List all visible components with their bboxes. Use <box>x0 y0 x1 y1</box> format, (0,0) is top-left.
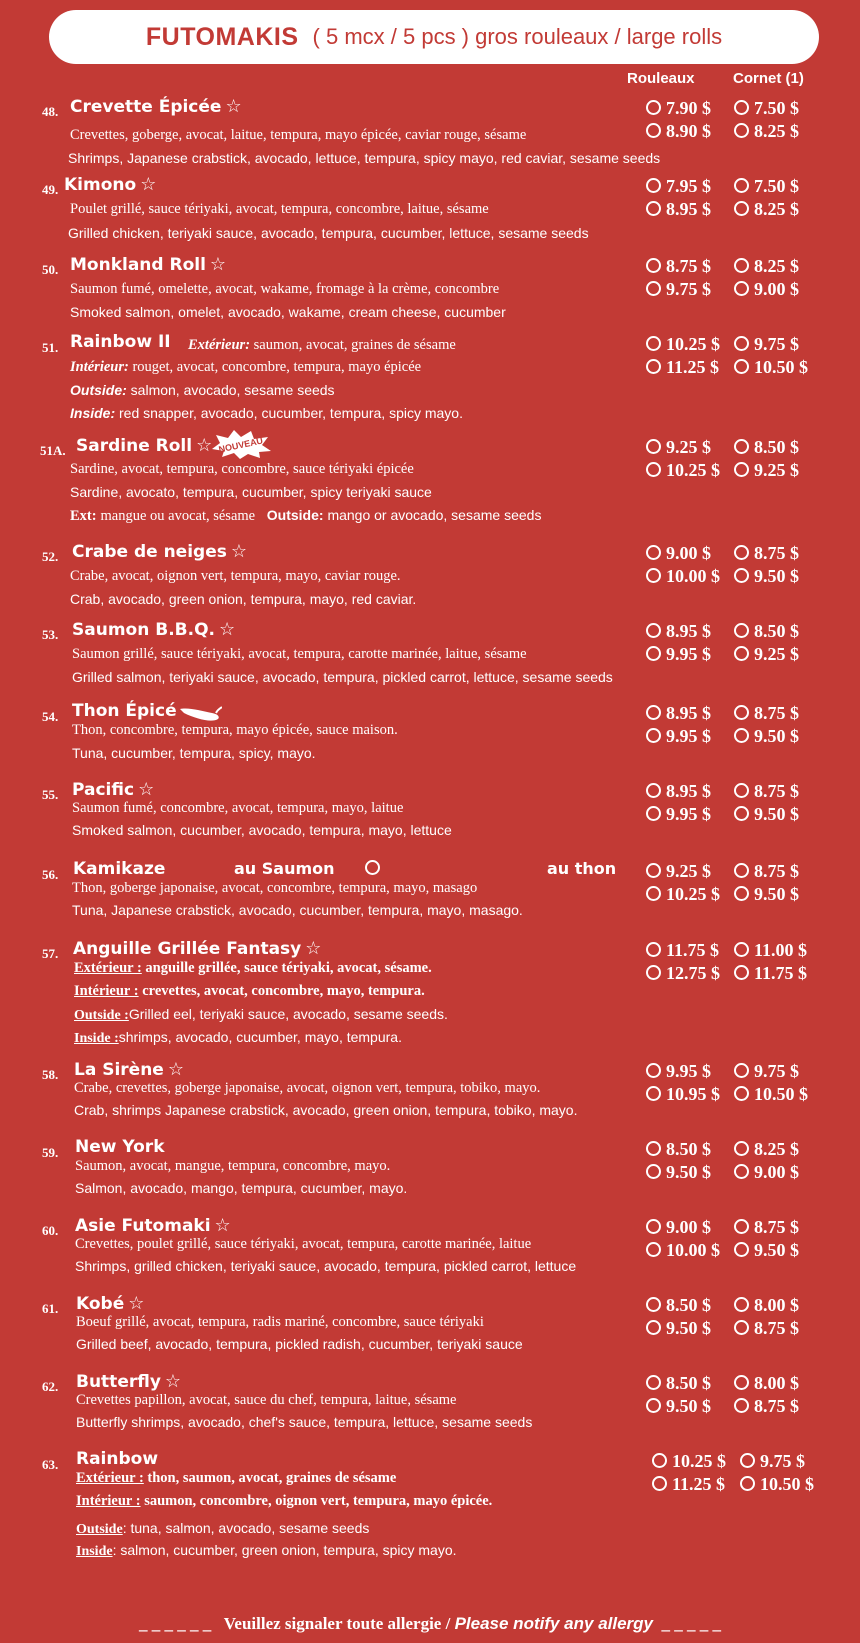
item-number: 61. <box>42 1300 59 1316</box>
price-option-roll-small[interactable]: 9.00 $ <box>646 1217 711 1238</box>
item-outside: Outside: tuna, salmon, avocado, sesame seeds <box>76 1519 370 1537</box>
price-option-roll-small[interactable]: 11.75 $ <box>646 940 719 961</box>
item-desc-fr: Saumon fumé, concombre, avocat, tempura, mayo, laitue <box>72 799 404 816</box>
radio-circle-icon <box>646 100 661 115</box>
price-option-roll-large[interactable]: 9.95 $ <box>646 644 711 665</box>
star-icon: ☆ <box>167 1058 184 1080</box>
star-icon: ☆ <box>230 540 247 562</box>
price-block <box>646 621 860 667</box>
price-block <box>646 543 860 589</box>
price-option-cone-large[interactable]: 9.50 $ <box>734 1240 799 1261</box>
radio-circle-icon <box>734 863 749 878</box>
item-number: 53. <box>42 626 59 642</box>
radio-circle-icon <box>740 1453 755 1468</box>
price-option-roll-small[interactable]: 7.95 $ <box>646 176 711 197</box>
item-desc-en: Shrimps, grilled chicken, teriyaki sauce, avocado, tempura, pickled carrot, lettuce <box>75 1257 577 1274</box>
radio-circle-icon <box>646 863 661 878</box>
radio-circle-icon <box>646 1164 661 1179</box>
radio-circle-icon <box>646 258 661 273</box>
radio-circle-icon <box>734 806 749 821</box>
price-option-roll-small[interactable]: 8.50 $ <box>646 1139 711 1160</box>
radio-circle-icon <box>646 123 661 138</box>
price-option-cone-large[interactable]: 10.50 $ <box>734 1084 808 1105</box>
footer-dashes-right: _ _ _ _ _ <box>661 1614 721 1633</box>
footer-dashes-left: _ _ _ _ _ _ <box>138 1614 212 1633</box>
item-number: 56. <box>42 866 59 882</box>
menu-item <box>0 330 860 433</box>
radio-circle-icon <box>734 965 749 980</box>
price-option-roll-large[interactable]: 10.95 $ <box>646 1084 720 1105</box>
price-block <box>652 1451 860 1497</box>
star-icon: ☆ <box>140 173 157 195</box>
price-option-roll-large[interactable]: 9.50 $ <box>646 1396 711 1417</box>
star-icon: ☆ <box>138 778 155 800</box>
price-option-cone-small[interactable]: 9.75 $ <box>734 1061 799 1082</box>
radio-circle-icon <box>646 1398 661 1413</box>
item-name: Rainbow <box>76 1448 159 1469</box>
price-option-cone-small[interactable]: 11.00 $ <box>734 940 807 961</box>
item-name: Saumon B.B.Q. ☆ <box>72 618 236 640</box>
radio-circle-icon <box>646 705 661 720</box>
price-block <box>646 1217 860 1263</box>
radio-circle-icon <box>734 1242 749 1257</box>
price-option-roll-small[interactable]: 9.25 $ <box>646 861 711 882</box>
price-option-roll-small[interactable]: 8.95 $ <box>646 781 711 802</box>
price-option-cone-small[interactable]: 8.00 $ <box>734 1373 799 1394</box>
radio-circle-icon <box>652 1453 667 1468</box>
price-option-roll-small[interactable]: 10.25 $ <box>646 334 720 355</box>
radio-circle-icon <box>734 568 749 583</box>
footer-text-en: Please notify any allergy <box>454 1614 653 1633</box>
item-name: Monkland Roll ☆ <box>70 253 227 275</box>
item-desc-fr: Sardine, avocat, tempura, concombre, sauce tériyaki épicée <box>70 460 414 477</box>
item-number: 51. <box>42 339 59 355</box>
price-option-cone-small[interactable]: 9.75 $ <box>740 1451 805 1472</box>
price-option-roll-large[interactable]: 9.95 $ <box>646 726 711 747</box>
item-inside: Inside: salmon, cucumber, green onion, tempura, spicy mayo. <box>76 1541 457 1559</box>
price-option-cone-small[interactable]: 8.75 $ <box>734 703 799 724</box>
menu-item <box>0 252 860 330</box>
item-name: Anguille Grillée Fantasy ☆ <box>73 937 322 959</box>
star-icon: ☆ <box>196 434 213 456</box>
item-number: 52. <box>42 548 59 564</box>
price-block <box>646 861 860 907</box>
item-desc-fr: Poulet grillé, sauce tériyaki, avocat, tempura, concombre, laitue, sésame <box>70 200 489 217</box>
item-number: 54. <box>42 708 59 724</box>
item-number: 63. <box>42 1456 59 1472</box>
item-desc-fr: Crabe, crevettes, goberge japonaise, avocat, oignon vert, tempura, tobiko, mayo. <box>74 1079 541 1096</box>
item-number: 50. <box>42 261 59 277</box>
price-option-roll-large[interactable]: 11.25 $ <box>652 1474 725 1495</box>
radio-circle-icon <box>734 886 749 901</box>
radio-circle-icon <box>652 1476 667 1491</box>
radio-circle-icon <box>646 1219 661 1234</box>
item-name: Crevette Épicée ☆ <box>70 96 242 117</box>
footer-text-fr: Veuillez signaler toute allergie / <box>223 1614 451 1633</box>
radio-circle-icon <box>734 728 749 743</box>
star-icon: ☆ <box>218 618 236 640</box>
price-block <box>646 781 860 827</box>
menu-item <box>0 1213 860 1291</box>
item-desc-fr: Crevettes, goberge, avocat, laitue, tempura, mayo épicée, caviar rouge, sésame <box>70 127 527 143</box>
radio-circle-icon <box>646 359 661 374</box>
radio-circle-icon <box>734 545 749 560</box>
price-block <box>646 98 860 144</box>
star-icon: ☆ <box>214 1214 231 1236</box>
radio-circle-icon <box>734 705 749 720</box>
menu-header <box>49 10 819 64</box>
radio-circle-icon <box>734 646 749 661</box>
item-exterior-options: Ext: mangue ou avocat, sésame Outside: mango or avocado, sesame seeds <box>70 506 542 524</box>
radio-circle-icon <box>734 258 749 273</box>
price-option-roll-large[interactable]: 8.90 $ <box>646 121 711 142</box>
option-salmon[interactable]: au Saumon <box>234 859 385 878</box>
item-number: 60. <box>42 1222 59 1238</box>
radio-circle-icon <box>646 942 661 957</box>
radio-circle-icon <box>646 281 661 296</box>
price-option-roll-small[interactable]: 8.95 $ <box>646 703 711 724</box>
price-option-cone-large[interactable]: 9.50 $ <box>734 566 799 587</box>
price-option-cone-small[interactable]: 9.75 $ <box>734 334 799 355</box>
item-name: Crabe de neiges ☆ <box>72 540 247 562</box>
radio-circle-icon <box>646 806 661 821</box>
price-option-cone-large[interactable]: 8.75 $ <box>734 1396 799 1417</box>
item-name: Sardine Roll ☆ <box>76 434 213 456</box>
price-option-cone-small[interactable]: 8.75 $ <box>734 1217 799 1238</box>
radio-circle-icon <box>734 1398 749 1413</box>
price-option-roll-large[interactable]: 9.75 $ <box>646 279 711 300</box>
price-option-roll-large[interactable]: 11.25 $ <box>646 357 719 378</box>
menu-item <box>0 1369 860 1447</box>
item-interior: Intérieur: rouget, avocat, concombre, tempura, mayo épicée <box>70 358 422 375</box>
item-desc-en: Shrimps, Japanese crabstick, avocado, lettuce, tempura, spicy mayo, red caviar, sesame seeds <box>68 150 661 166</box>
item-desc-fr: Boeuf grillé, avocat, tempura, radis mariné, concombre, sauce tériyaki <box>76 1313 484 1330</box>
item-desc-fr: Saumon fumé, omelette, avocat, wakame, fromage à la crème, concombre <box>70 280 500 297</box>
item-desc-fr: Saumon grillé, sauce tériyaki, avocat, tempura, carotte marinée, laitue, sésame <box>72 645 527 662</box>
star-icon: ☆ <box>209 253 227 275</box>
radio-circle-icon <box>646 462 661 477</box>
radio-circle-icon <box>734 281 749 296</box>
menu-item <box>0 1291 860 1369</box>
column-header-rolls: Rouleaux <box>627 70 695 87</box>
item-desc-en: Smoked salmon, omelet, avocado, wakame, cream cheese, cucumber <box>70 303 506 320</box>
price-option-cone-large[interactable]: 8.25 $ <box>734 121 799 142</box>
item-interior: Intérieur : crevettes, avocat, concombre, mayo, tempura. <box>74 982 425 999</box>
price-option-roll-small[interactable]: 9.95 $ <box>646 1061 711 1082</box>
price-option-cone-small[interactable]: 8.00 $ <box>734 1295 799 1316</box>
option-tuna[interactable]: au thon <box>547 858 617 878</box>
radio-circle-icon <box>734 942 749 957</box>
item-desc-fr: Thon, concombre, tempura, mayo épicée, sauce maison. <box>72 721 398 738</box>
price-block <box>646 1139 860 1185</box>
star-icon: ☆ <box>225 96 242 117</box>
star-icon: ☆ <box>164 1370 182 1392</box>
item-desc-fr: Saumon, avocat, mangue, tempura, concombre, mayo. <box>75 1157 391 1174</box>
radio-circle-icon <box>734 336 749 351</box>
price-option-cone-large[interactable]: 11.75 $ <box>734 963 807 984</box>
radio-circle-icon <box>734 1375 749 1390</box>
price-option-roll-large[interactable]: 9.50 $ <box>646 1162 711 1183</box>
price-option-roll-large[interactable]: 12.75 $ <box>646 963 720 984</box>
radio-circle-icon <box>734 1297 749 1312</box>
item-desc-fr: Thon, goberge japonaise, avocat, concombre, tempura, mayo, masago <box>72 879 478 896</box>
price-option-roll-large[interactable]: 10.00 $ <box>646 1240 720 1261</box>
price-option-cone-large[interactable]: 9.50 $ <box>734 884 799 905</box>
radio-circle-icon <box>646 783 661 798</box>
item-name: Thon Épicé <box>72 700 177 721</box>
price-option-cone-small[interactable]: 8.25 $ <box>734 1139 799 1160</box>
item-inside: Inside :shrimps, avocado, cucumber, mayo, tempura. <box>74 1028 402 1046</box>
price-option-roll-small[interactable]: 8.50 $ <box>646 1373 711 1394</box>
item-number: 51A. <box>40 442 66 458</box>
radio-circle-icon <box>646 886 661 901</box>
price-option-cone-small[interactable]: 7.50 $ <box>734 176 799 197</box>
price-option-cone-large[interactable]: 9.50 $ <box>734 726 799 747</box>
price-option-cone-small[interactable]: 8.75 $ <box>734 781 799 802</box>
item-desc-en: Smoked salmon, cucumber, avocado, tempura, mayo, lettuce <box>72 821 452 838</box>
price-block <box>646 256 860 302</box>
radio-circle-icon <box>646 439 661 454</box>
radio-circle-icon <box>734 462 749 477</box>
menu-item <box>0 936 860 1057</box>
item-outside: Outside :Grilled eel, teriyaki sauce, avocado, sesame seeds. <box>74 1005 448 1023</box>
price-option-cone-small[interactable]: 7.50 $ <box>734 98 799 119</box>
item-name: Kamikaze <box>73 858 166 879</box>
price-block <box>646 940 860 986</box>
radio-circle-icon <box>734 1086 749 1101</box>
radio-circle-icon <box>646 1242 661 1257</box>
item-desc-en: Crab, avocado, green onion, tempura, mayo, red caviar. <box>70 590 417 607</box>
item-exterior: Extérieur : thon, saumon, avocat, graines de sésame <box>76 1469 397 1486</box>
price-option-roll-small[interactable]: 9.25 $ <box>646 437 711 458</box>
radio-circle-icon <box>734 1164 749 1179</box>
item-name: New York <box>75 1136 165 1157</box>
radio-circle-icon <box>734 1141 749 1156</box>
item-number: 57. <box>42 945 59 961</box>
price-option-roll-large[interactable]: 8.95 $ <box>646 199 711 220</box>
radio-circle-icon <box>365 860 380 875</box>
radio-circle-icon <box>646 623 661 638</box>
star-icon: ☆ <box>128 1292 145 1314</box>
item-desc-en: Grilled salmon, teriyaki sauce, avocado, tempura, pickled carrot, lettuce, sesame seeds <box>72 668 613 685</box>
price-option-cone-large[interactable]: 8.75 $ <box>734 1318 799 1339</box>
menu-item <box>0 539 860 617</box>
item-desc-fr: Crabe, avocat, oignon vert, tempura, mayo, caviar rouge. <box>70 567 401 584</box>
price-option-cone-large[interactable]: 9.00 $ <box>734 279 799 300</box>
radio-circle-icon <box>734 623 749 638</box>
price-option-cone-large[interactable]: 8.25 $ <box>734 199 799 220</box>
item-number: 58. <box>42 1066 59 1082</box>
column-header-cone: Cornet (1) <box>733 70 804 87</box>
price-option-cone-large[interactable]: 9.00 $ <box>734 1162 799 1183</box>
radio-circle-icon <box>646 1141 661 1156</box>
radio-circle-icon <box>646 965 661 980</box>
item-inside: Inside: red snapper, avocado, cucumber, tempura, spicy mayo. <box>70 404 463 421</box>
price-block <box>646 176 860 222</box>
menu-item <box>0 857 860 936</box>
menu-item <box>0 1447 860 1567</box>
item-interior: Intérieur : saumon, concombre, oignon vert, tempura, mayo épicée. <box>76 1492 493 1509</box>
item-desc-fr: Crevettes papillon, avocat, sauce du chef, tempura, laitue, sésame <box>76 1391 457 1408</box>
price-option-cone-small[interactable]: 8.75 $ <box>734 543 799 564</box>
price-option-roll-large[interactable]: 10.25 $ <box>646 460 720 481</box>
price-option-roll-small[interactable]: 7.90 $ <box>646 98 711 119</box>
radio-circle-icon <box>734 1063 749 1078</box>
star-icon: ☆ <box>305 937 322 959</box>
price-option-roll-small[interactable]: 9.00 $ <box>646 543 711 564</box>
item-outside: Outside: salmon, avocado, sesame seeds <box>70 381 335 398</box>
radio-circle-icon <box>646 1375 661 1390</box>
price-option-roll-large[interactable]: 10.25 $ <box>646 884 720 905</box>
item-number: 62. <box>42 1378 59 1394</box>
radio-circle-icon <box>734 123 749 138</box>
price-block <box>646 703 860 749</box>
price-block <box>646 1373 860 1419</box>
radio-circle-icon <box>646 545 661 560</box>
price-option-roll-large[interactable]: 9.50 $ <box>646 1318 711 1339</box>
item-desc-en: Tuna, cucumber, tempura, spicy, mayo. <box>72 744 316 761</box>
price-block <box>646 334 860 380</box>
price-option-cone-small[interactable]: 8.75 $ <box>734 861 799 882</box>
menu-item <box>0 617 860 699</box>
menu-items <box>0 94 860 1567</box>
radio-circle-icon <box>734 1219 749 1234</box>
radio-circle-icon <box>646 336 661 351</box>
item-name: La Sirène ☆ <box>74 1058 184 1080</box>
price-option-roll-large[interactable]: 9.95 $ <box>646 804 711 825</box>
item-exterior: Extérieur : anguille grillée, sauce tériyaki, avocat, sésame. <box>74 959 432 976</box>
radio-circle-icon <box>734 100 749 115</box>
svg-text:NOUVEAU: NOUVEAU <box>217 435 264 455</box>
price-option-cone-large[interactable]: 10.50 $ <box>740 1474 814 1495</box>
radio-circle-icon <box>734 359 749 374</box>
item-desc-en: Sardine, avocato, tempura, cucumber, spicy teriyaki sauce <box>70 483 432 500</box>
price-option-roll-small[interactable]: 8.75 $ <box>646 256 711 277</box>
radio-circle-icon <box>734 201 749 216</box>
price-option-roll-large[interactable]: 10.00 $ <box>646 566 720 587</box>
radio-circle-icon <box>646 568 661 583</box>
section-title: FUTOMAKIS <box>145 22 299 51</box>
item-desc-en: Salmon, avocado, mango, tempura, cucumber, mayo. <box>75 1179 408 1196</box>
price-block <box>646 1061 860 1107</box>
price-option-cone-large[interactable]: 9.25 $ <box>734 460 799 481</box>
item-name: Kimono ☆ <box>64 173 157 195</box>
item-number: 55. <box>42 786 59 802</box>
radio-circle-icon <box>734 783 749 798</box>
price-option-cone-small[interactable]: 8.50 $ <box>734 437 799 458</box>
price-option-roll-small[interactable]: 8.50 $ <box>646 1295 711 1316</box>
item-desc-en: Butterfly shrimps, avocado, chef's sauce, tempura, lettuce, sesame seeds <box>76 1413 533 1430</box>
item-desc-fr: Crevettes, poulet grillé, sauce tériyaki, avocat, tempura, carotte marinée, laitue <box>75 1235 532 1252</box>
price-block <box>646 437 860 483</box>
radio-circle-icon <box>646 728 661 743</box>
item-desc-en: Grilled beef, avocado, tempura, pickled radish, cucumber, teriyaki sauce <box>76 1335 523 1352</box>
section-subtitle: ( 5 mcx / 5 pcs ) gros rouleaux / large rolls <box>312 24 723 49</box>
price-option-roll-small[interactable]: 10.25 $ <box>652 1451 726 1472</box>
radio-circle-icon <box>646 646 661 661</box>
item-name: Asie Futomaki ☆ <box>75 1214 231 1236</box>
allergy-notice <box>0 1614 860 1634</box>
menu-item <box>0 172 860 252</box>
menu-item <box>0 777 860 857</box>
menu-item <box>0 699 860 777</box>
radio-circle-icon <box>734 439 749 454</box>
item-desc-en: Grilled chicken, teriyaki sauce, avocado, tempura, cucumber, lettuce, sesame seeds <box>68 224 589 241</box>
radio-circle-icon <box>740 1476 755 1491</box>
price-option-cone-small[interactable]: 8.25 $ <box>734 256 799 277</box>
item-name: Rainbow II <box>70 331 171 352</box>
item-desc-en: Crab, shrimps Japanese crabstick, avocado, green onion, tempura, tobiko, mayo. <box>74 1101 578 1118</box>
radio-circle-icon <box>646 178 661 193</box>
item-number: 48. <box>42 104 59 119</box>
item-desc-en: Tuna, Japanese crabstick, avocado, cucumber, tempura, mayo, masago. <box>72 901 523 918</box>
item-number: 59. <box>42 1144 59 1160</box>
item-name: Pacific ☆ <box>72 778 155 800</box>
menu-item <box>0 1135 860 1213</box>
radio-circle-icon <box>646 1320 661 1335</box>
price-block <box>646 1295 860 1341</box>
radio-circle-icon <box>734 178 749 193</box>
menu-item <box>0 94 860 172</box>
radio-circle-icon <box>734 1320 749 1335</box>
item-exterior: Extérieur: saumon, avocat, graines de sésame <box>188 336 456 353</box>
item-number: 49. <box>42 181 59 197</box>
nouveau-badge <box>210 429 272 459</box>
item-name: Kobé ☆ <box>76 1292 145 1314</box>
menu-item <box>0 433 860 539</box>
menu-item <box>0 1057 860 1135</box>
price-option-roll-small[interactable]: 8.95 $ <box>646 621 711 642</box>
radio-circle-icon <box>646 1086 661 1101</box>
price-option-cone-large[interactable]: 9.25 $ <box>734 644 799 665</box>
radio-circle-icon <box>646 1297 661 1312</box>
radio-circle-icon <box>646 201 661 216</box>
price-option-cone-small[interactable]: 8.50 $ <box>734 621 799 642</box>
item-name: Butterfly ☆ <box>76 1370 182 1392</box>
radio-circle-icon <box>646 1063 661 1078</box>
price-option-cone-large[interactable]: 10.50 $ <box>734 357 808 378</box>
price-option-cone-large[interactable]: 9.50 $ <box>734 804 799 825</box>
